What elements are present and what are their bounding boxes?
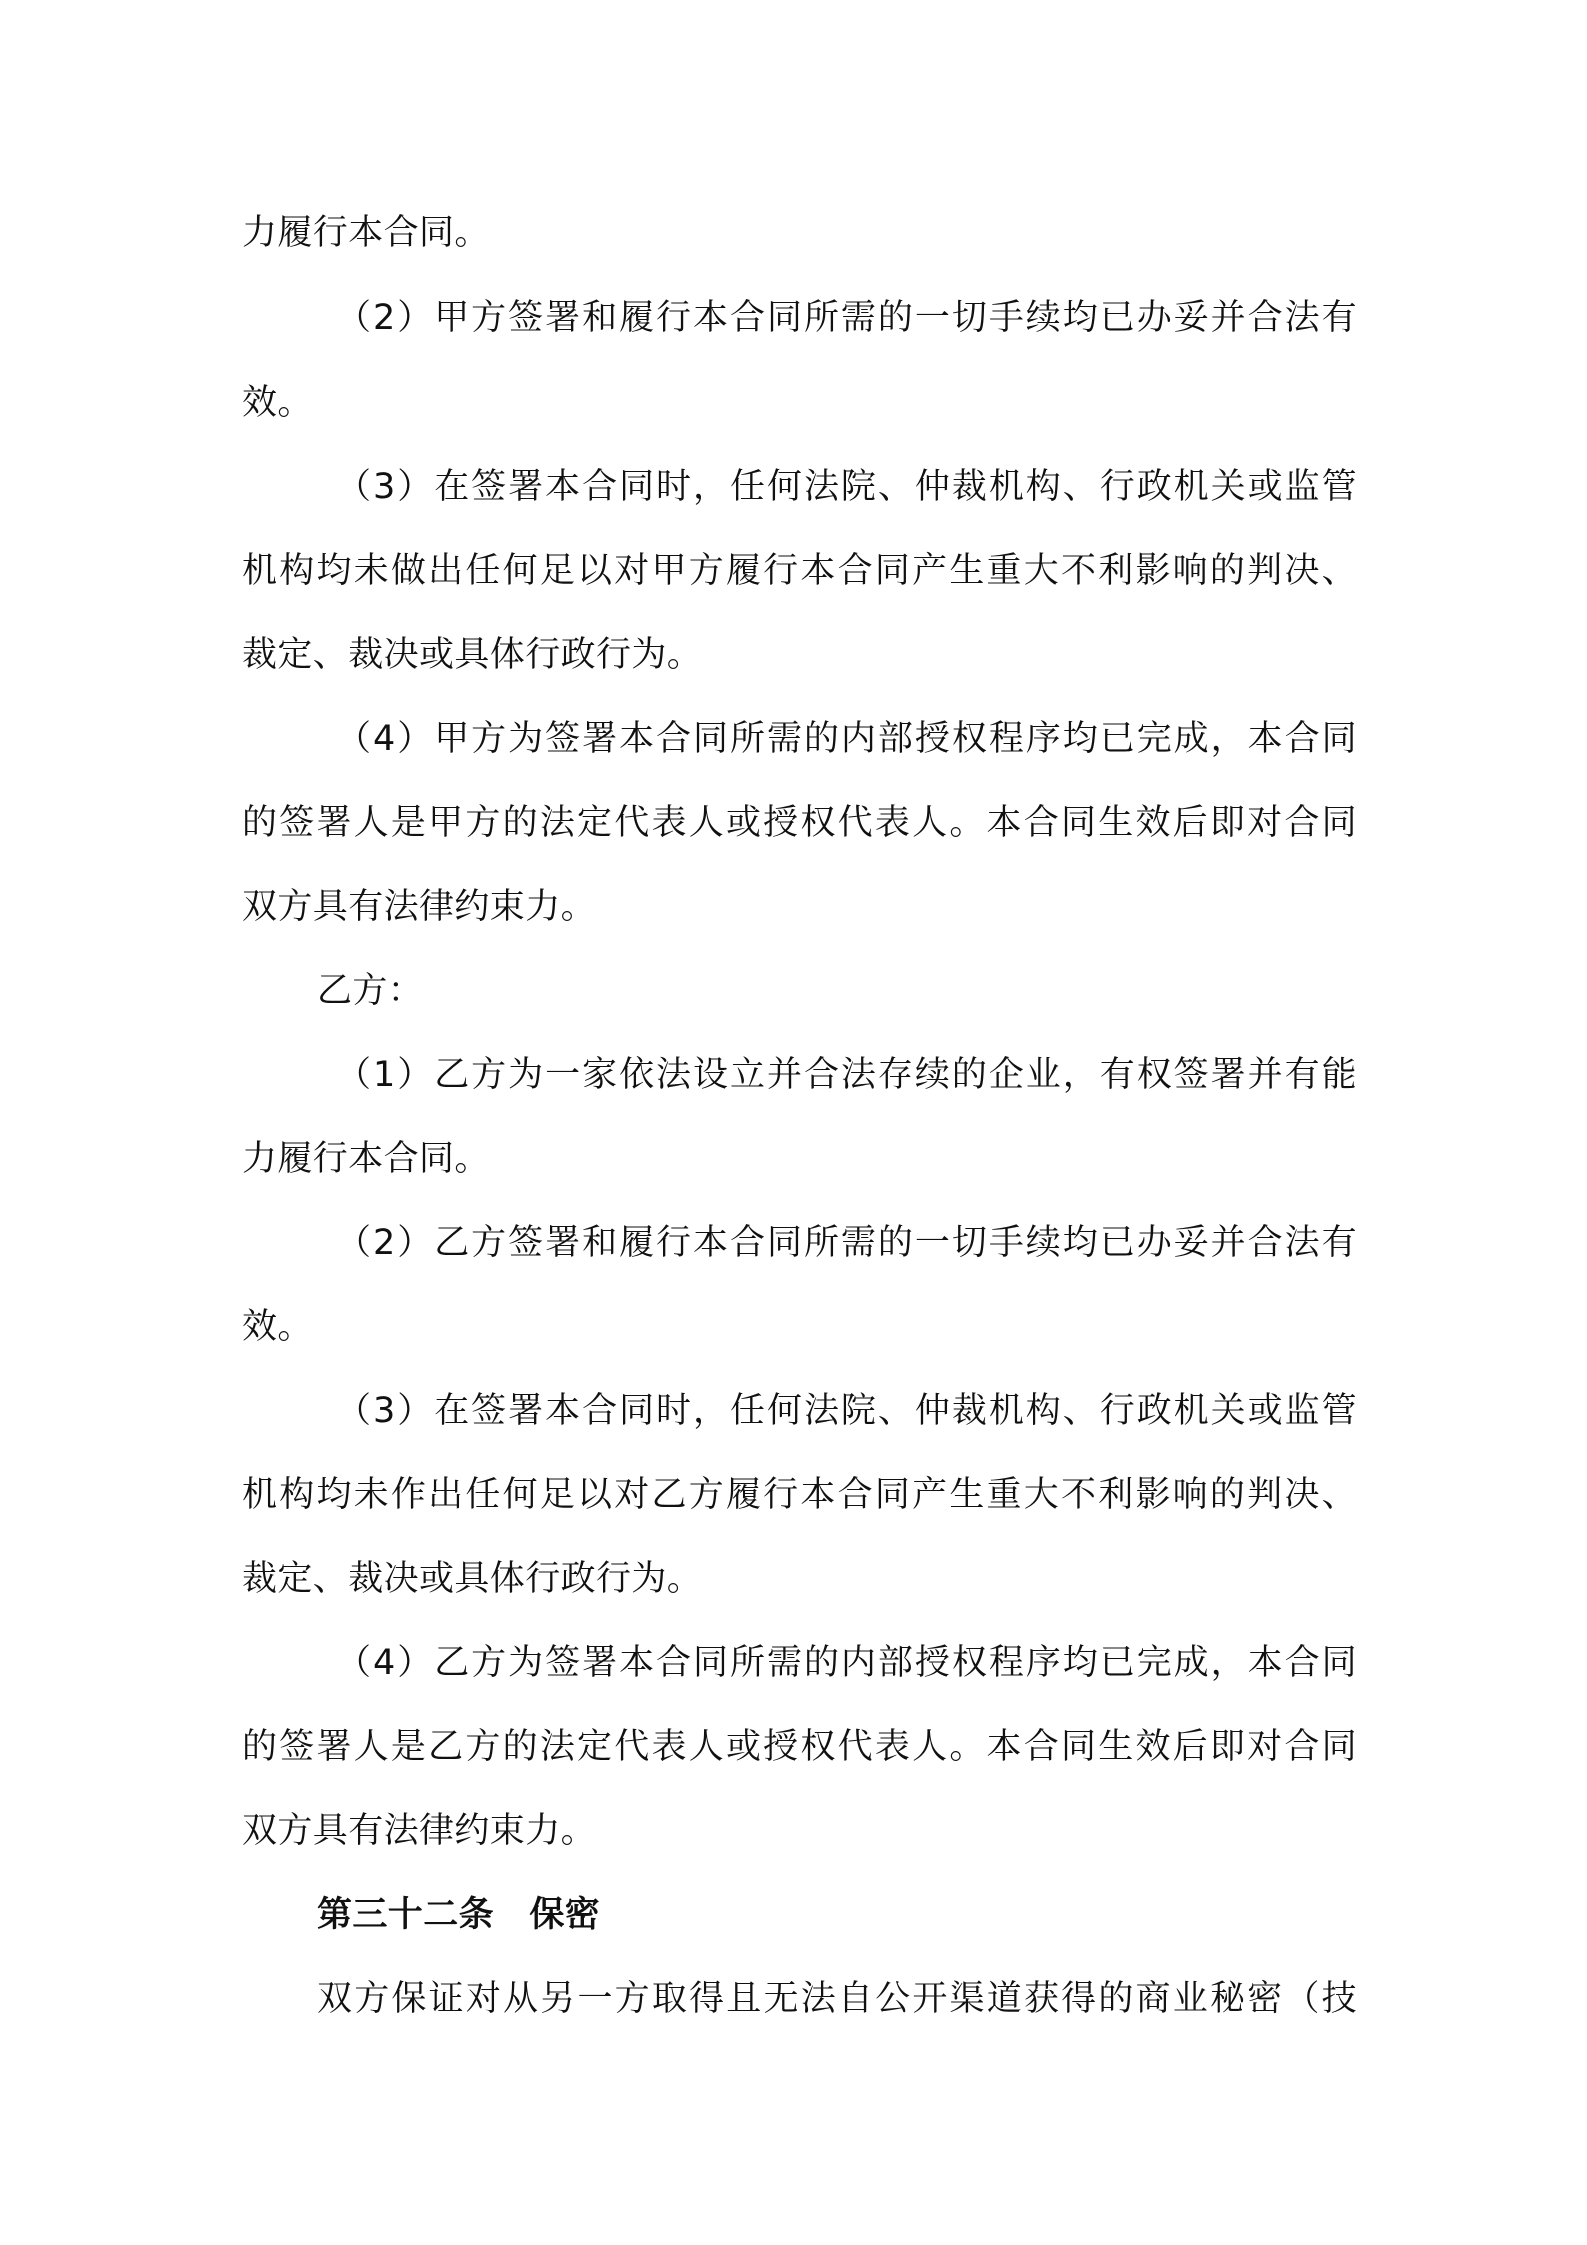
text-line: 双方具有法律约束力。 xyxy=(242,887,597,927)
text-line: （2）甲方签署和履行本合同所需的一切手续均已办妥并合法有 xyxy=(336,298,1357,338)
text-line: 效。 xyxy=(242,1307,313,1347)
text-line: （1）乙方为一家依法设立并合法存续的企业，有权签署并有能 xyxy=(336,1055,1357,1095)
text-line: （2）乙方签署和履行本合同所需的一切手续均已办妥并合法有 xyxy=(336,1223,1357,1263)
text-line: 机构均未做出任何足以对甲方履行本合同产生重大不利影响的判决、 xyxy=(242,551,1357,591)
text-line: （3）在签署本合同时，任何法院、仲裁机构、行政机关或监管 xyxy=(336,1391,1357,1431)
text-line: 机构均未作出任何足以对乙方履行本合同产生重大不利影响的判决、 xyxy=(242,1475,1357,1515)
text-line: （3）在签署本合同时，任何法院、仲裁机构、行政机关或监管 xyxy=(336,467,1357,507)
text-line: 乙方： xyxy=(317,971,424,1011)
text-line: 力履行本合同。 xyxy=(242,213,490,253)
text-line: 效。 xyxy=(242,383,313,423)
text-line: 力履行本合同。 xyxy=(242,1139,490,1179)
section-heading: 第三十二条 保密 xyxy=(317,1895,601,1935)
text-line: 裁定、裁决或具体行政行为。 xyxy=(242,635,703,675)
text-line: 双方具有法律约束力。 xyxy=(242,1811,597,1851)
text-line: 的签署人是甲方的法定代表人或授权代表人。本合同生效后即对合同 xyxy=(242,803,1357,843)
text-line: 的签署人是乙方的法定代表人或授权代表人。本合同生效后即对合同 xyxy=(242,1727,1357,1767)
text-line: （4）甲方为签署本合同所需的内部授权程序均已完成，本合同 xyxy=(336,719,1357,759)
text-line: （4）乙方为签署本合同所需的内部授权程序均已完成，本合同 xyxy=(336,1643,1357,1683)
text-line: 裁定、裁决或具体行政行为。 xyxy=(242,1559,703,1599)
text-line: 双方保证对从另一方取得且无法自公开渠道获得的商业秘密（技 xyxy=(317,1979,1357,2019)
